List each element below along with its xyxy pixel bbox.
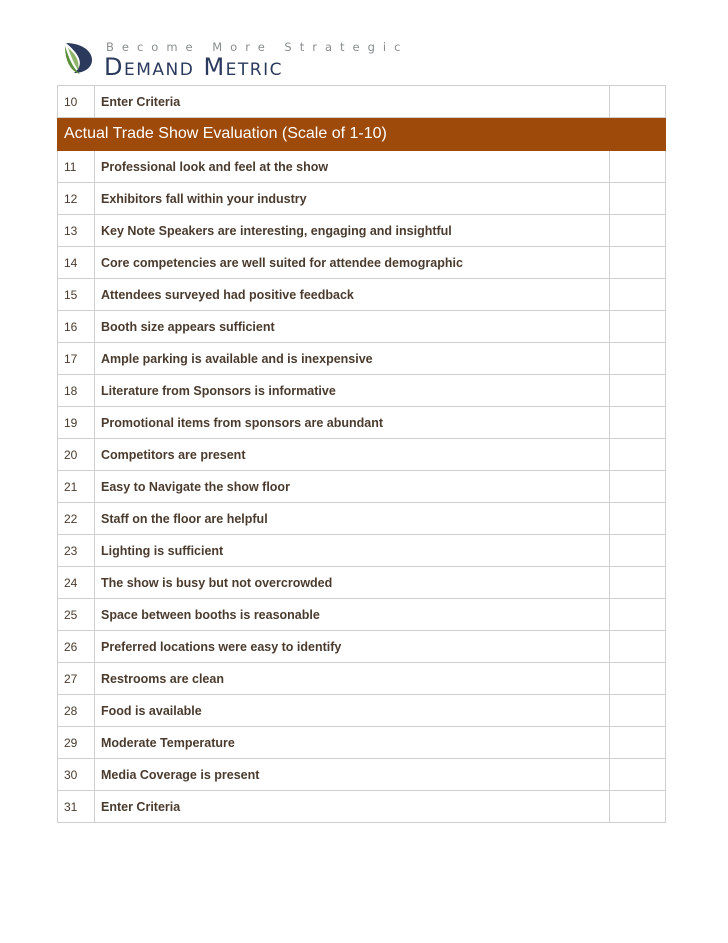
- row-number: 27: [58, 663, 95, 695]
- criteria-cell: Core competencies are well suited for attendee demographic: [95, 247, 610, 279]
- table-row: [58, 663, 666, 695]
- row-number: 23: [58, 535, 95, 567]
- section-title: Actual Trade Show Evaluation (Scale of 1-10): [58, 118, 666, 151]
- row-number: 16: [58, 311, 95, 343]
- table-row: [58, 631, 666, 663]
- table-row: [58, 791, 666, 823]
- table-row: [58, 759, 666, 791]
- row-number: 26: [58, 631, 95, 663]
- criteria-cell: Media Coverage is present: [95, 759, 610, 791]
- criteria-cell: Staff on the floor are helpful: [95, 503, 610, 535]
- criteria-cell: Enter Criteria: [95, 791, 610, 823]
- score-cell[interactable]: [610, 759, 666, 791]
- row-number: 19: [58, 407, 95, 439]
- score-cell[interactable]: [610, 343, 666, 375]
- criteria-cell: Competitors are present: [95, 439, 610, 471]
- table-row: [58, 535, 666, 567]
- score-cell[interactable]: [610, 247, 666, 279]
- row-number: 22: [58, 503, 95, 535]
- criteria-cell: Promotional items from sponsors are abundant: [95, 407, 610, 439]
- criteria-cell: Exhibitors fall within your industry: [95, 183, 610, 215]
- table-row: [58, 375, 666, 407]
- criteria-cell: Key Note Speakers are interesting, engaging and insightful: [95, 215, 610, 247]
- table-row: [58, 567, 666, 599]
- row-number: 12: [58, 183, 95, 215]
- table-row: [58, 727, 666, 759]
- table-row: [58, 151, 666, 183]
- score-cell[interactable]: [610, 599, 666, 631]
- score-cell[interactable]: [610, 503, 666, 535]
- row-number: 13: [58, 215, 95, 247]
- criteria-cell: Space between booths is reasonable: [95, 599, 610, 631]
- row-number: 11: [58, 151, 95, 183]
- row-number: 29: [58, 727, 95, 759]
- criteria-cell: Restrooms are clean: [95, 663, 610, 695]
- score-cell[interactable]: [610, 407, 666, 439]
- criteria-cell: Preferred locations were easy to identify: [95, 631, 610, 663]
- row-number: 25: [58, 599, 95, 631]
- score-cell[interactable]: [610, 471, 666, 503]
- table-row: [58, 695, 666, 727]
- score-cell[interactable]: [610, 631, 666, 663]
- table-row: [58, 407, 666, 439]
- table-row: [58, 599, 666, 631]
- table-row: [58, 279, 666, 311]
- score-cell[interactable]: [610, 86, 666, 118]
- score-cell[interactable]: [610, 375, 666, 407]
- score-cell[interactable]: [610, 695, 666, 727]
- demand-metric-leaf-icon: [62, 40, 96, 76]
- tagline: Become More Strategic: [106, 40, 409, 54]
- row-number: 18: [58, 375, 95, 407]
- score-cell[interactable]: [610, 791, 666, 823]
- row-number: 30: [58, 759, 95, 791]
- criteria-cell: Lighting is sufficient: [95, 535, 610, 567]
- row-number: 28: [58, 695, 95, 727]
- score-cell[interactable]: [610, 183, 666, 215]
- brand-name: Demand Metric: [104, 53, 283, 81]
- criteria-cell: Easy to Navigate the show floor: [95, 471, 610, 503]
- criteria-cell: Attendees surveyed had positive feedback: [95, 279, 610, 311]
- score-cell[interactable]: [610, 727, 666, 759]
- criteria-cell: The show is busy but not overcrowded: [95, 567, 610, 599]
- row-number: 20: [58, 439, 95, 471]
- criteria-cell: Professional look and feel at the show: [95, 151, 610, 183]
- row-number: 17: [58, 343, 95, 375]
- criteria-cell: Literature from Sponsors is informative: [95, 375, 610, 407]
- row-number: 21: [58, 471, 95, 503]
- criteria-cell: Enter Criteria: [95, 86, 610, 118]
- score-cell[interactable]: [610, 215, 666, 247]
- table-row: [58, 215, 666, 247]
- row-number: 24: [58, 567, 95, 599]
- section-header-row: [58, 118, 666, 151]
- table-row: [58, 183, 666, 215]
- score-cell[interactable]: [610, 439, 666, 471]
- criteria-cell: Booth size appears sufficient: [95, 311, 610, 343]
- score-cell[interactable]: [610, 151, 666, 183]
- table-row: [58, 503, 666, 535]
- score-cell[interactable]: [610, 311, 666, 343]
- table-row: [58, 86, 666, 118]
- table-row: [58, 247, 666, 279]
- criteria-cell: Food is available: [95, 695, 610, 727]
- demand-metric-logo: [62, 38, 409, 81]
- score-cell[interactable]: [610, 535, 666, 567]
- criteria-cell: Ample parking is available and is inexpensive: [95, 343, 610, 375]
- row-number: 15: [58, 279, 95, 311]
- evaluation-table: [57, 85, 666, 823]
- table-row: [58, 471, 666, 503]
- score-cell[interactable]: [610, 663, 666, 695]
- score-cell[interactable]: [610, 567, 666, 599]
- table-row: [58, 311, 666, 343]
- score-cell[interactable]: [610, 279, 666, 311]
- row-number: 31: [58, 791, 95, 823]
- row-number: 14: [58, 247, 95, 279]
- table-row: [58, 439, 666, 471]
- row-number: 10: [58, 86, 95, 118]
- criteria-cell: Moderate Temperature: [95, 727, 610, 759]
- table-row: [58, 343, 666, 375]
